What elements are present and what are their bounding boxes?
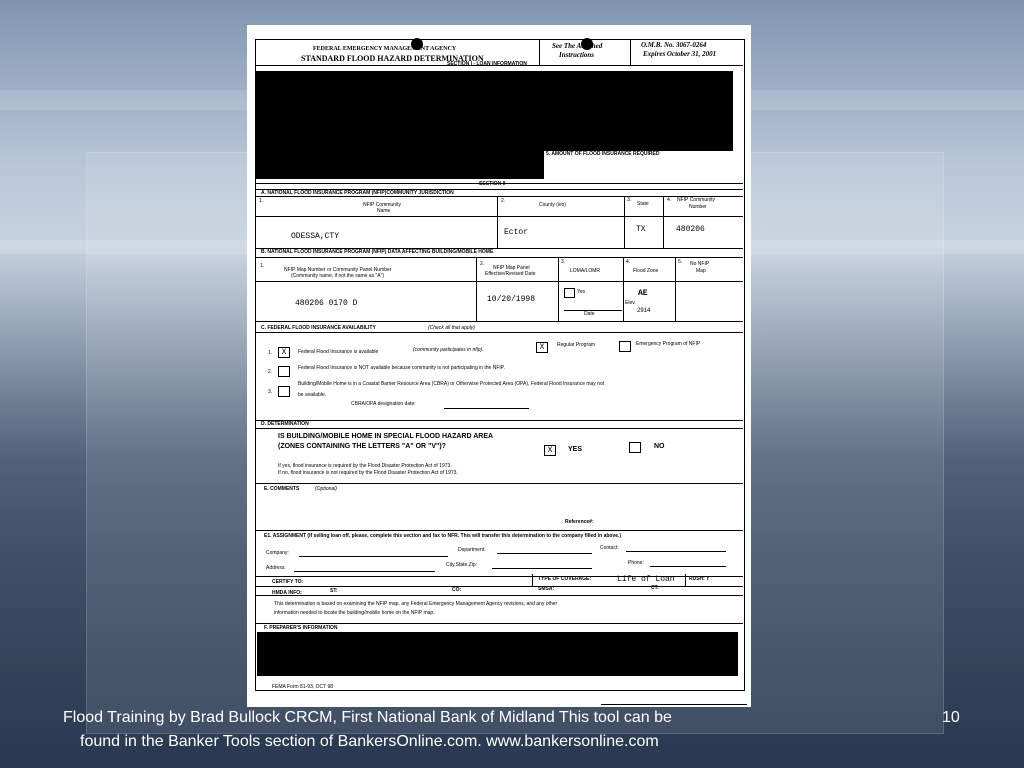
no-map-label: No NFIP xyxy=(690,261,710,267)
see-attached: See The Attached xyxy=(552,42,603,50)
determination-basis: This determination is based on examining the NFIP map, any Federal Emergency Management Agency revisions, and any other xyxy=(274,601,558,607)
not-available-checkbox xyxy=(278,366,290,377)
agency-name: FEDERAL EMERGENCY MANAGEMENT AGENCY xyxy=(313,46,457,52)
loma-yes-checkbox xyxy=(564,288,575,298)
sfha-yes-label: YES xyxy=(568,446,583,453)
omb-number: O.M.B. No. 3067-0264 xyxy=(641,41,707,49)
reference-label: Reference#: xyxy=(565,519,594,525)
community-name-value: ODESSA,CTY xyxy=(291,232,340,241)
section-b-title: B. NATIONAL FLOOD INSURANCE PROGRAM (NFIP) DATA AFFECTING BUILDING/MOBILE HOME xyxy=(261,249,494,255)
effective-date-value: 10/20/1998 xyxy=(487,295,536,304)
redacted-preparer-info xyxy=(257,632,738,676)
sfha-no-checkbox xyxy=(629,442,641,453)
flood-zone-label: Flood Zone xyxy=(633,268,659,274)
county-value: Ector xyxy=(504,228,529,237)
form-title: STANDARD FLOOD HAZARD DETERMINATION xyxy=(301,54,484,63)
section-2-heading: SECTION II xyxy=(479,181,506,187)
emergency-program-checkbox xyxy=(619,341,631,352)
section-c-title: C. FEDERAL FLOOD INSURANCE AVAILABILITY xyxy=(261,325,376,331)
slide-caption: Flood Training by Brad Bullock CRCM, First National Bank of Midland This tool can be xyxy=(63,709,672,726)
instructions: Instructions xyxy=(559,51,595,59)
flood-determination-form: FEDERAL EMERGENCY MANAGEMENT AGENCY STANDARD FLOOD HAZARD DETERMINATION See The Attached Instructions O.M.B. No. 3067-0264 Expires October 31, 2001 SECTION I - LOAN INFORMATION 5. AMOUNT OF FLOOD INSURANCE REQUIRED SECTION II A. NATIONAL FLOOD INSURANCE PROGRAM (NFIP)COMMUNITY JURISDICTION 1. NFIP Community Name 2. County (ies) 3. State 4. NFIP Community Number ODESSA,CTY Ector TX 480206 B. NATIONAL FLOOD INSURANCE PROGRAM (NFIP) DATA AFFECTING BUILDING/MOBILE HOME 1. NFIP Map Number or Community Panel Number (Community name, if not the same as "A") 2. NFIP Map Panel Effective/Revised Date 3. LOMA/LOMR 4. Flood Zone 5. No NFIP Map 480206 0170 D 10/20/1998 Yes Date AE Elev. 2914 C. FEDERAL FLOOD INSURANCE AVAILABILITY (Check all that apply) 1. X Federal Flood Insurance is available (community participates in nfip). X Regular Program Emergency Program of NFIP 2. Federal Flood Insurance is NOT available because community is not participating in the NFIP. 3. Building/Mobile Home is in a Coastal Barrier Resource Area (CBRA) or Otherwise Protected Area (OPA), Federal Flood Insurance may not be available. CBRA/OPA designation date: D. DETERMINATION IS BUILDING/MOBILE HOME IN SPECIAL FLOOD HAZARD AREA (ZONES CONTAINING THE LETTERS "A" OR "V")? X YES NO If yes, flood insurance is required by the Flood Disaster Protection Act of 1973. If no, flood insurance is not required by the Flood Disaster Protection Act of 1973. E. COMMENTS (Optional) Reference#: E1. ASSIGNMENT (If selling loan off, please, complete this section and fax to NFR. This will transfer this determination to the company filled in above.) Company: Department: Contact: Address: City,State,Zip: Phone: CERTIFY TO: TYPE OF COVERAGE: Life of Loan RUSH: Y HMDA INFO: ST: CO: SMSA: CT: This determination is based on examining the NFIP map, any Federal Emergency Management Agency revisions, and any other information needed to locate the building/mobile home on the NFIP map. F. PREPARER'S INFORMATION FEMA Form 81-93, OCT 98 xyxy=(247,25,751,707)
redacted-loan-info xyxy=(256,151,544,179)
cbra-checkbox xyxy=(278,386,290,397)
regular-program-checkbox: X xyxy=(536,342,548,353)
section-f-title: F. PREPARER'S INFORMATION xyxy=(264,625,338,631)
determination-question: IS BUILDING/MOBILE HOME IN SPECIAL FLOOD HAZARD AREA xyxy=(278,433,494,440)
section-e1-title: E1. ASSIGNMENT (If selling loan off, please, complete this section and fax to NFR. This will transfer this determination to the company filled in above.) xyxy=(264,533,622,539)
elevation-value: 2914 xyxy=(637,308,651,314)
section-e-title: E. COMMENTS xyxy=(264,486,300,492)
map-number-value: 480206 0170 D xyxy=(295,299,358,308)
map-number-label: NFIP Map Number or Community Panel Number xyxy=(284,267,392,273)
map-panel-label: NFIP Map Panel xyxy=(493,265,530,271)
redacted-loan-info xyxy=(256,71,733,151)
certify-to-label: CERTIFY TO: xyxy=(272,579,304,585)
expiry-date: Expires October 31, 2001 xyxy=(643,50,717,58)
community-label: NFIP Community xyxy=(363,202,401,208)
state-value: TX xyxy=(636,225,646,234)
slide-caption-line2: found in the Banker Tools section of BankersOnline.com. www.bankersonline.com xyxy=(80,733,659,750)
section-1-heading: SECTION I - LOAN INFORMATION xyxy=(447,61,527,67)
sfha-no-label: NO xyxy=(654,443,665,450)
form-number: FEMA Form 81-93, OCT 98 xyxy=(272,684,334,690)
coverage-type-value: Life of Loan xyxy=(617,575,675,584)
flood-zone-value: AE xyxy=(638,289,648,298)
county-label: County (ies) xyxy=(539,202,566,208)
community-number-value: 480206 xyxy=(676,225,705,234)
state-label: State xyxy=(637,201,649,207)
sfha-yes-checkbox: X xyxy=(544,445,556,456)
insurance-available-checkbox: X xyxy=(278,347,290,358)
loma-lomr-label: LOMA/LOMR xyxy=(570,268,601,274)
slide-number: 10 xyxy=(942,709,960,726)
rush-value: RUSH: Y xyxy=(689,576,710,582)
amount-required-label: 5. AMOUNT OF FLOOD INSURANCE REQUIRED xyxy=(546,151,660,157)
section-a-title: A. NATIONAL FLOOD INSURANCE PROGRAM (NFIP)COMMUNITY JURISDICTION xyxy=(261,190,454,196)
section-d-title: D. DETERMINATION xyxy=(261,421,309,427)
